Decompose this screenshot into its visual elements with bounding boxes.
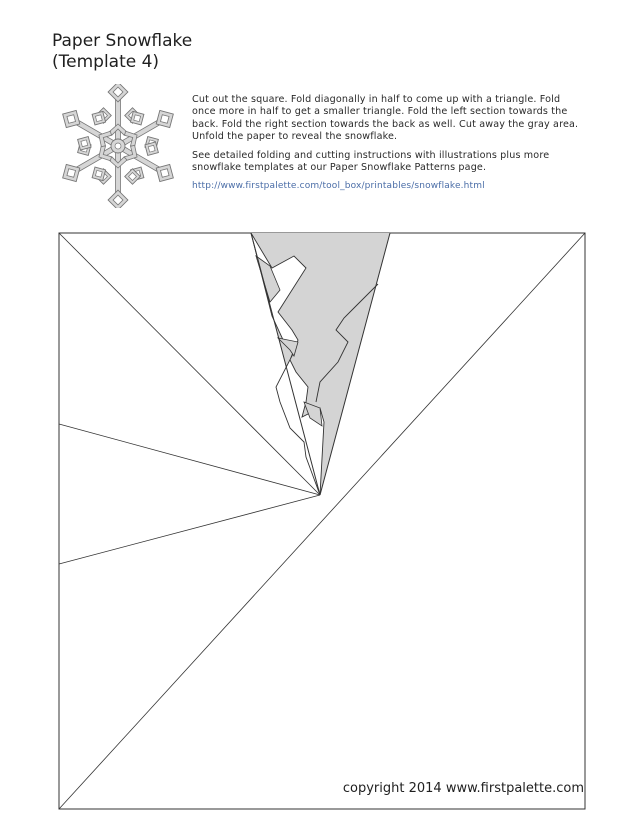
title-line-1: Paper Snowflake [52, 31, 193, 51]
copyright-text: copyright 2014 www.firstpalette.com [342, 781, 584, 796]
page-title [52, 31, 192, 73]
instructions-paragraph-2: See detailed folding and cutting instructions with illustrations plus more snowflake templates at our Paper Snowflake Patterns page. [192, 149, 550, 174]
snowflake-patterns-link[interactable]: http://www.firstpalette.com/tool_box/printables/snowflake.html [192, 181, 485, 192]
instructions-paragraph-1: Cut out the square. Fold diagonally in half to come up with a triangle. Fold once more in half to get a smaller triangle. Fold the left section towards the back. Fold the right section towards the back as well. Cut away the gray area. Unfold the paper to reveal the snowflake. [192, 94, 579, 143]
snowflake-template [58, 232, 586, 810]
snowflake-icon [62, 84, 174, 208]
title-line-2: (Template 4) [52, 52, 160, 72]
instructions [192, 94, 582, 193]
